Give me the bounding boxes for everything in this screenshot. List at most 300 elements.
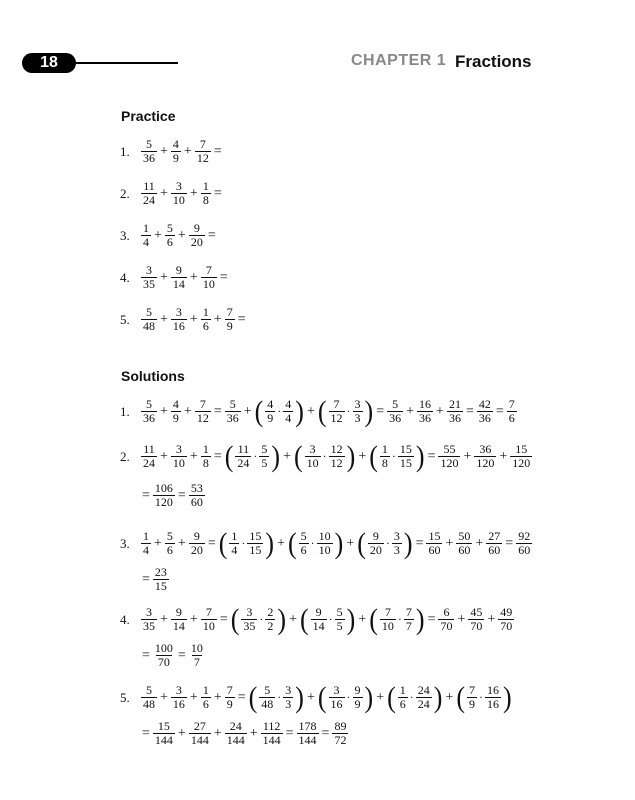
fraction (368, 530, 384, 557)
fraction (510, 443, 532, 470)
fraction (225, 684, 235, 711)
denominator: 6 (166, 543, 173, 557)
operator: = (237, 689, 246, 705)
solution-number: 4. (120, 611, 130, 627)
math-expression (140, 222, 218, 249)
denominator: 3 (393, 543, 400, 557)
math-expression (140, 720, 349, 747)
operator: = (321, 725, 330, 741)
numerator: 178 (298, 719, 317, 733)
right-paren: ) (334, 526, 344, 560)
numerator: 15 (157, 719, 170, 733)
numerator: 106 (154, 481, 173, 495)
fraction (153, 482, 175, 509)
math-expression (140, 642, 206, 669)
numerator: 50 (458, 529, 471, 543)
multiply-dot: · (346, 690, 351, 704)
fraction (201, 306, 211, 333)
left-paren: ( (317, 394, 327, 428)
operator: = (376, 403, 385, 419)
fraction (141, 222, 151, 249)
numerator: 4 (172, 137, 179, 151)
left-paren: ( (456, 680, 466, 714)
denominator: 24 (143, 193, 155, 207)
operator: = (219, 611, 228, 627)
denominator: 24 (237, 456, 250, 470)
fraction (507, 398, 517, 425)
operator: + (189, 311, 198, 327)
fraction (398, 684, 408, 711)
operator: + (160, 611, 168, 627)
operator: + (154, 535, 162, 551)
numerator: 1 (399, 683, 406, 697)
denominator: 6 (508, 411, 515, 425)
denominator: 10 (172, 456, 185, 470)
fraction (141, 138, 157, 165)
denominator: 70 (157, 655, 170, 669)
denominator: 24 (417, 697, 430, 711)
problem-number: 4. (120, 269, 130, 285)
numerator: 1 (381, 442, 388, 456)
multiply-dot: · (259, 612, 264, 626)
operator: = (219, 269, 228, 285)
multiply-dot: · (322, 449, 327, 463)
operator: + (177, 725, 186, 741)
fraction (171, 606, 187, 633)
fraction (335, 606, 345, 633)
fraction (317, 530, 333, 557)
fraction (438, 443, 460, 470)
denominator: 14 (312, 619, 325, 633)
fraction (201, 606, 217, 633)
denominator: 20 (190, 543, 203, 557)
operator: = (177, 647, 186, 663)
operator: = (427, 448, 436, 464)
denominator: 9 (354, 697, 361, 711)
denominator: 9 (226, 319, 233, 333)
numerator: 27 (488, 529, 501, 543)
fraction (283, 684, 293, 711)
denominator: 120 (476, 456, 495, 470)
denominator: 48 (143, 697, 155, 711)
operator: + (160, 269, 168, 285)
numerator: 3 (285, 683, 292, 697)
denominator: 36 (448, 411, 461, 425)
numerator: 21 (448, 397, 461, 411)
left-paren: ( (287, 526, 297, 560)
numerator: 11 (143, 442, 155, 456)
denominator: 12 (196, 151, 209, 165)
denominator: 12 (330, 456, 343, 470)
denominator: 9 (172, 411, 179, 425)
problem-number: 5. (120, 311, 130, 327)
operator: + (213, 689, 222, 705)
operator: + (445, 689, 454, 705)
multiply-dot: · (385, 536, 390, 550)
right-paren: ) (403, 526, 413, 560)
denominator: 16 (172, 319, 185, 333)
operator: + (306, 689, 315, 705)
denominator: 36 (143, 151, 155, 165)
fraction (299, 530, 309, 557)
numerator: 16 (487, 683, 500, 697)
denominator: 6 (202, 697, 209, 711)
practice-heading: Practice (121, 108, 176, 124)
fraction (171, 138, 181, 165)
fraction (259, 684, 275, 711)
numerator: 3 (354, 397, 361, 411)
fraction (171, 684, 187, 711)
fraction (195, 138, 211, 165)
operator: + (499, 448, 508, 464)
chapter-title: Fractions (455, 52, 532, 71)
denominator: 9 (267, 411, 274, 425)
denominator: 8 (202, 456, 209, 470)
denominator: 60 (428, 543, 441, 557)
fraction (201, 684, 211, 711)
operator: + (160, 311, 168, 327)
fraction (486, 530, 502, 557)
denominator: 6 (399, 697, 406, 711)
right-paren: ) (433, 680, 443, 714)
operator: = (465, 403, 474, 419)
denominator: 16 (487, 697, 500, 711)
denominator: 24 (143, 456, 155, 470)
numerator: 89 (334, 719, 347, 733)
numerator: 16 (419, 397, 432, 411)
numerator: 15 (399, 442, 412, 456)
operator: = (207, 535, 216, 551)
problem-number: 3. (120, 227, 130, 243)
denominator: 6 (300, 543, 307, 557)
operator: = (213, 185, 222, 201)
fraction (225, 306, 235, 333)
solution-number: 5. (120, 689, 130, 705)
denominator: 16 (172, 697, 185, 711)
math-expression (140, 264, 230, 291)
operator: + (213, 725, 222, 741)
header-rule (74, 62, 178, 64)
numerator: 7 (226, 683, 233, 697)
denominator: 60 (488, 543, 501, 557)
left-paren: ( (224, 439, 234, 473)
denominator: 48 (143, 319, 155, 333)
denominator: 9 (469, 697, 476, 711)
fraction (153, 566, 169, 593)
solution-number: 1. (120, 403, 130, 419)
solution-continuation (120, 642, 206, 669)
denominator: 20 (190, 235, 203, 249)
fraction (153, 720, 175, 747)
operator: + (160, 185, 168, 201)
operator: + (154, 227, 162, 243)
fraction (201, 264, 217, 291)
denominator: 144 (154, 733, 173, 747)
numerator: 23 (154, 565, 167, 579)
denominator: 9 (172, 151, 179, 165)
denominator: 4 (285, 411, 292, 425)
numerator: 3 (146, 263, 152, 277)
multiply-dot: · (397, 612, 402, 626)
denominator: 144 (298, 733, 317, 747)
left-paren: ( (369, 602, 378, 636)
denominator: 10 (318, 543, 331, 557)
fraction (153, 642, 175, 669)
denominator: 8 (202, 193, 209, 207)
operator: + (177, 227, 186, 243)
numerator: 24 (229, 719, 242, 733)
solution-continuation (120, 482, 206, 509)
problem-number: 2. (120, 185, 130, 201)
numerator: 27 (193, 719, 206, 733)
solution-line (120, 394, 518, 428)
fraction (141, 530, 151, 557)
fraction (329, 398, 345, 425)
numerator: 49 (500, 605, 513, 619)
numerator: 3 (309, 442, 316, 456)
fraction (474, 443, 496, 470)
numerator: 24 (417, 683, 430, 697)
multiply-dot: · (277, 690, 282, 704)
operator: + (189, 448, 198, 464)
fraction (329, 684, 345, 711)
left-paren: ( (369, 439, 378, 473)
denominator: 10 (381, 619, 394, 633)
fraction (468, 606, 484, 633)
right-paren: ) (295, 680, 304, 714)
numerator: 5 (146, 683, 152, 697)
fraction (171, 443, 187, 470)
multiply-dot: · (409, 690, 414, 704)
fraction (171, 180, 187, 207)
numerator: 5 (336, 605, 343, 619)
operator: + (277, 535, 285, 551)
practice-problem (120, 138, 224, 165)
numerator: 5 (300, 529, 307, 543)
left-paren: ( (357, 526, 366, 560)
operator: = (415, 535, 424, 551)
operator: + (243, 403, 252, 419)
math-expression (140, 482, 206, 509)
fraction (141, 398, 157, 425)
numerator: 15 (515, 442, 528, 456)
solution-line (120, 526, 533, 560)
numerator: 53 (190, 481, 203, 495)
solution-number: 2. (120, 448, 130, 464)
operator: = (142, 487, 150, 503)
denominator: 10 (202, 619, 215, 633)
numerator: 7 (508, 397, 515, 411)
denominator: 7 (193, 655, 200, 669)
fraction (311, 606, 327, 633)
denominator: 16 (330, 697, 343, 711)
denominator: 144 (190, 733, 209, 747)
numerator: 15 (428, 529, 441, 543)
numerator: 5 (392, 397, 399, 411)
denominator: 5 (336, 619, 343, 633)
numerator: 7 (384, 605, 391, 619)
operator: = (142, 725, 150, 741)
numerator: 5 (261, 442, 268, 456)
fraction (417, 398, 433, 425)
numerator: 5 (229, 397, 236, 411)
denominator: 4 (231, 543, 238, 557)
page-header (0, 0, 635, 90)
right-paren: ) (265, 526, 275, 560)
solution-line (120, 602, 515, 636)
numerator: 92 (518, 529, 531, 543)
fraction (447, 398, 463, 425)
fraction (189, 222, 205, 249)
numerator: 1 (202, 179, 209, 193)
denominator: 36 (226, 411, 239, 425)
denominator: 12 (330, 411, 343, 425)
denominator: 120 (512, 456, 531, 470)
numerator: 100 (154, 641, 173, 655)
operator: + (160, 689, 168, 705)
operator: + (249, 725, 258, 741)
fraction (189, 530, 205, 557)
right-paren: ) (364, 680, 374, 714)
operator: + (445, 535, 454, 551)
denominator: 60 (518, 543, 531, 557)
operator: + (457, 611, 466, 627)
fraction (201, 443, 211, 470)
operator: + (376, 689, 385, 705)
fraction (247, 530, 263, 557)
numerator: 1 (202, 683, 209, 697)
denominator: 7 (405, 619, 412, 633)
fraction (141, 264, 157, 291)
numerator: 9 (315, 605, 322, 619)
fraction (241, 606, 257, 633)
operator: + (189, 185, 198, 201)
denominator: 35 (143, 277, 155, 291)
math-expression (140, 394, 518, 428)
denominator: 10 (202, 277, 215, 291)
fraction (380, 606, 396, 633)
solution-line (120, 439, 533, 473)
right-paren: ) (364, 394, 374, 428)
numerator: 45 (470, 605, 483, 619)
denominator: 6 (166, 235, 173, 249)
fraction (141, 606, 157, 633)
numerator: 1 (143, 529, 149, 543)
numerator: 4 (267, 397, 274, 411)
operator: = (427, 611, 436, 627)
numerator: 9 (193, 529, 200, 543)
practice-problem (120, 264, 230, 291)
operator: = (495, 403, 504, 419)
fraction (265, 398, 275, 425)
fraction (229, 530, 239, 557)
fraction (438, 606, 454, 633)
denominator: 10 (172, 193, 185, 207)
denominator: 144 (226, 733, 245, 747)
fraction (171, 264, 187, 291)
fraction (332, 720, 348, 747)
numerator: 3 (175, 179, 182, 193)
practice-problem (120, 306, 248, 333)
numerator: 5 (166, 529, 173, 543)
right-paren: ) (346, 439, 356, 473)
fraction (404, 606, 414, 633)
numerator: 9 (372, 529, 379, 543)
fraction (189, 720, 211, 747)
numerator: 1 (231, 529, 238, 543)
denominator: 15 (399, 456, 412, 470)
fraction (456, 530, 472, 557)
operator: = (213, 403, 222, 419)
numerator: 9 (175, 605, 182, 619)
math-expression (140, 439, 533, 473)
fraction (235, 443, 251, 470)
numerator: 36 (479, 442, 492, 456)
fraction (329, 443, 345, 470)
operator: + (189, 269, 198, 285)
operator: = (213, 448, 222, 464)
numerator: 5 (264, 683, 271, 697)
numerator: 9 (193, 221, 200, 235)
math-expression (140, 526, 533, 560)
denominator: 36 (478, 411, 491, 425)
numerator: 5 (166, 221, 173, 235)
math-expression (140, 138, 224, 165)
left-paren: ( (254, 394, 264, 428)
denominator: 144 (262, 733, 281, 747)
right-paren: ) (271, 439, 281, 473)
operator: = (142, 571, 150, 587)
denominator: 12 (196, 411, 209, 425)
fraction (283, 398, 293, 425)
operator: + (475, 535, 484, 551)
numerator: 2 (267, 605, 274, 619)
fraction (195, 398, 211, 425)
fraction (189, 482, 205, 509)
numerator: 3 (333, 683, 340, 697)
fraction (477, 398, 493, 425)
numerator: 3 (175, 442, 182, 456)
operator: + (289, 611, 297, 627)
operator: + (487, 611, 496, 627)
operator: + (189, 611, 198, 627)
operator: + (346, 535, 355, 551)
operator: + (358, 611, 367, 627)
numerator: 3 (393, 529, 400, 543)
operator: + (358, 448, 367, 464)
numerator: 5 (146, 397, 152, 411)
solution-number: 3. (120, 535, 130, 551)
left-paren: ( (387, 680, 396, 714)
denominator: 36 (389, 411, 402, 425)
numerator: 42 (478, 397, 491, 411)
practice-problem (120, 180, 224, 207)
multiply-dot: · (310, 536, 315, 550)
denominator: 70 (440, 619, 453, 633)
right-paren: ) (295, 394, 304, 428)
denominator: 4 (143, 543, 149, 557)
denominator: 15 (154, 579, 167, 593)
left-paren: ( (218, 526, 228, 560)
numerator: 3 (146, 605, 152, 619)
fraction (225, 720, 247, 747)
fraction (141, 180, 157, 207)
right-paren: ) (415, 439, 425, 473)
denominator: 20 (369, 543, 382, 557)
denominator: 72 (334, 733, 347, 747)
denominator: 120 (154, 495, 173, 509)
math-expression (140, 306, 248, 333)
